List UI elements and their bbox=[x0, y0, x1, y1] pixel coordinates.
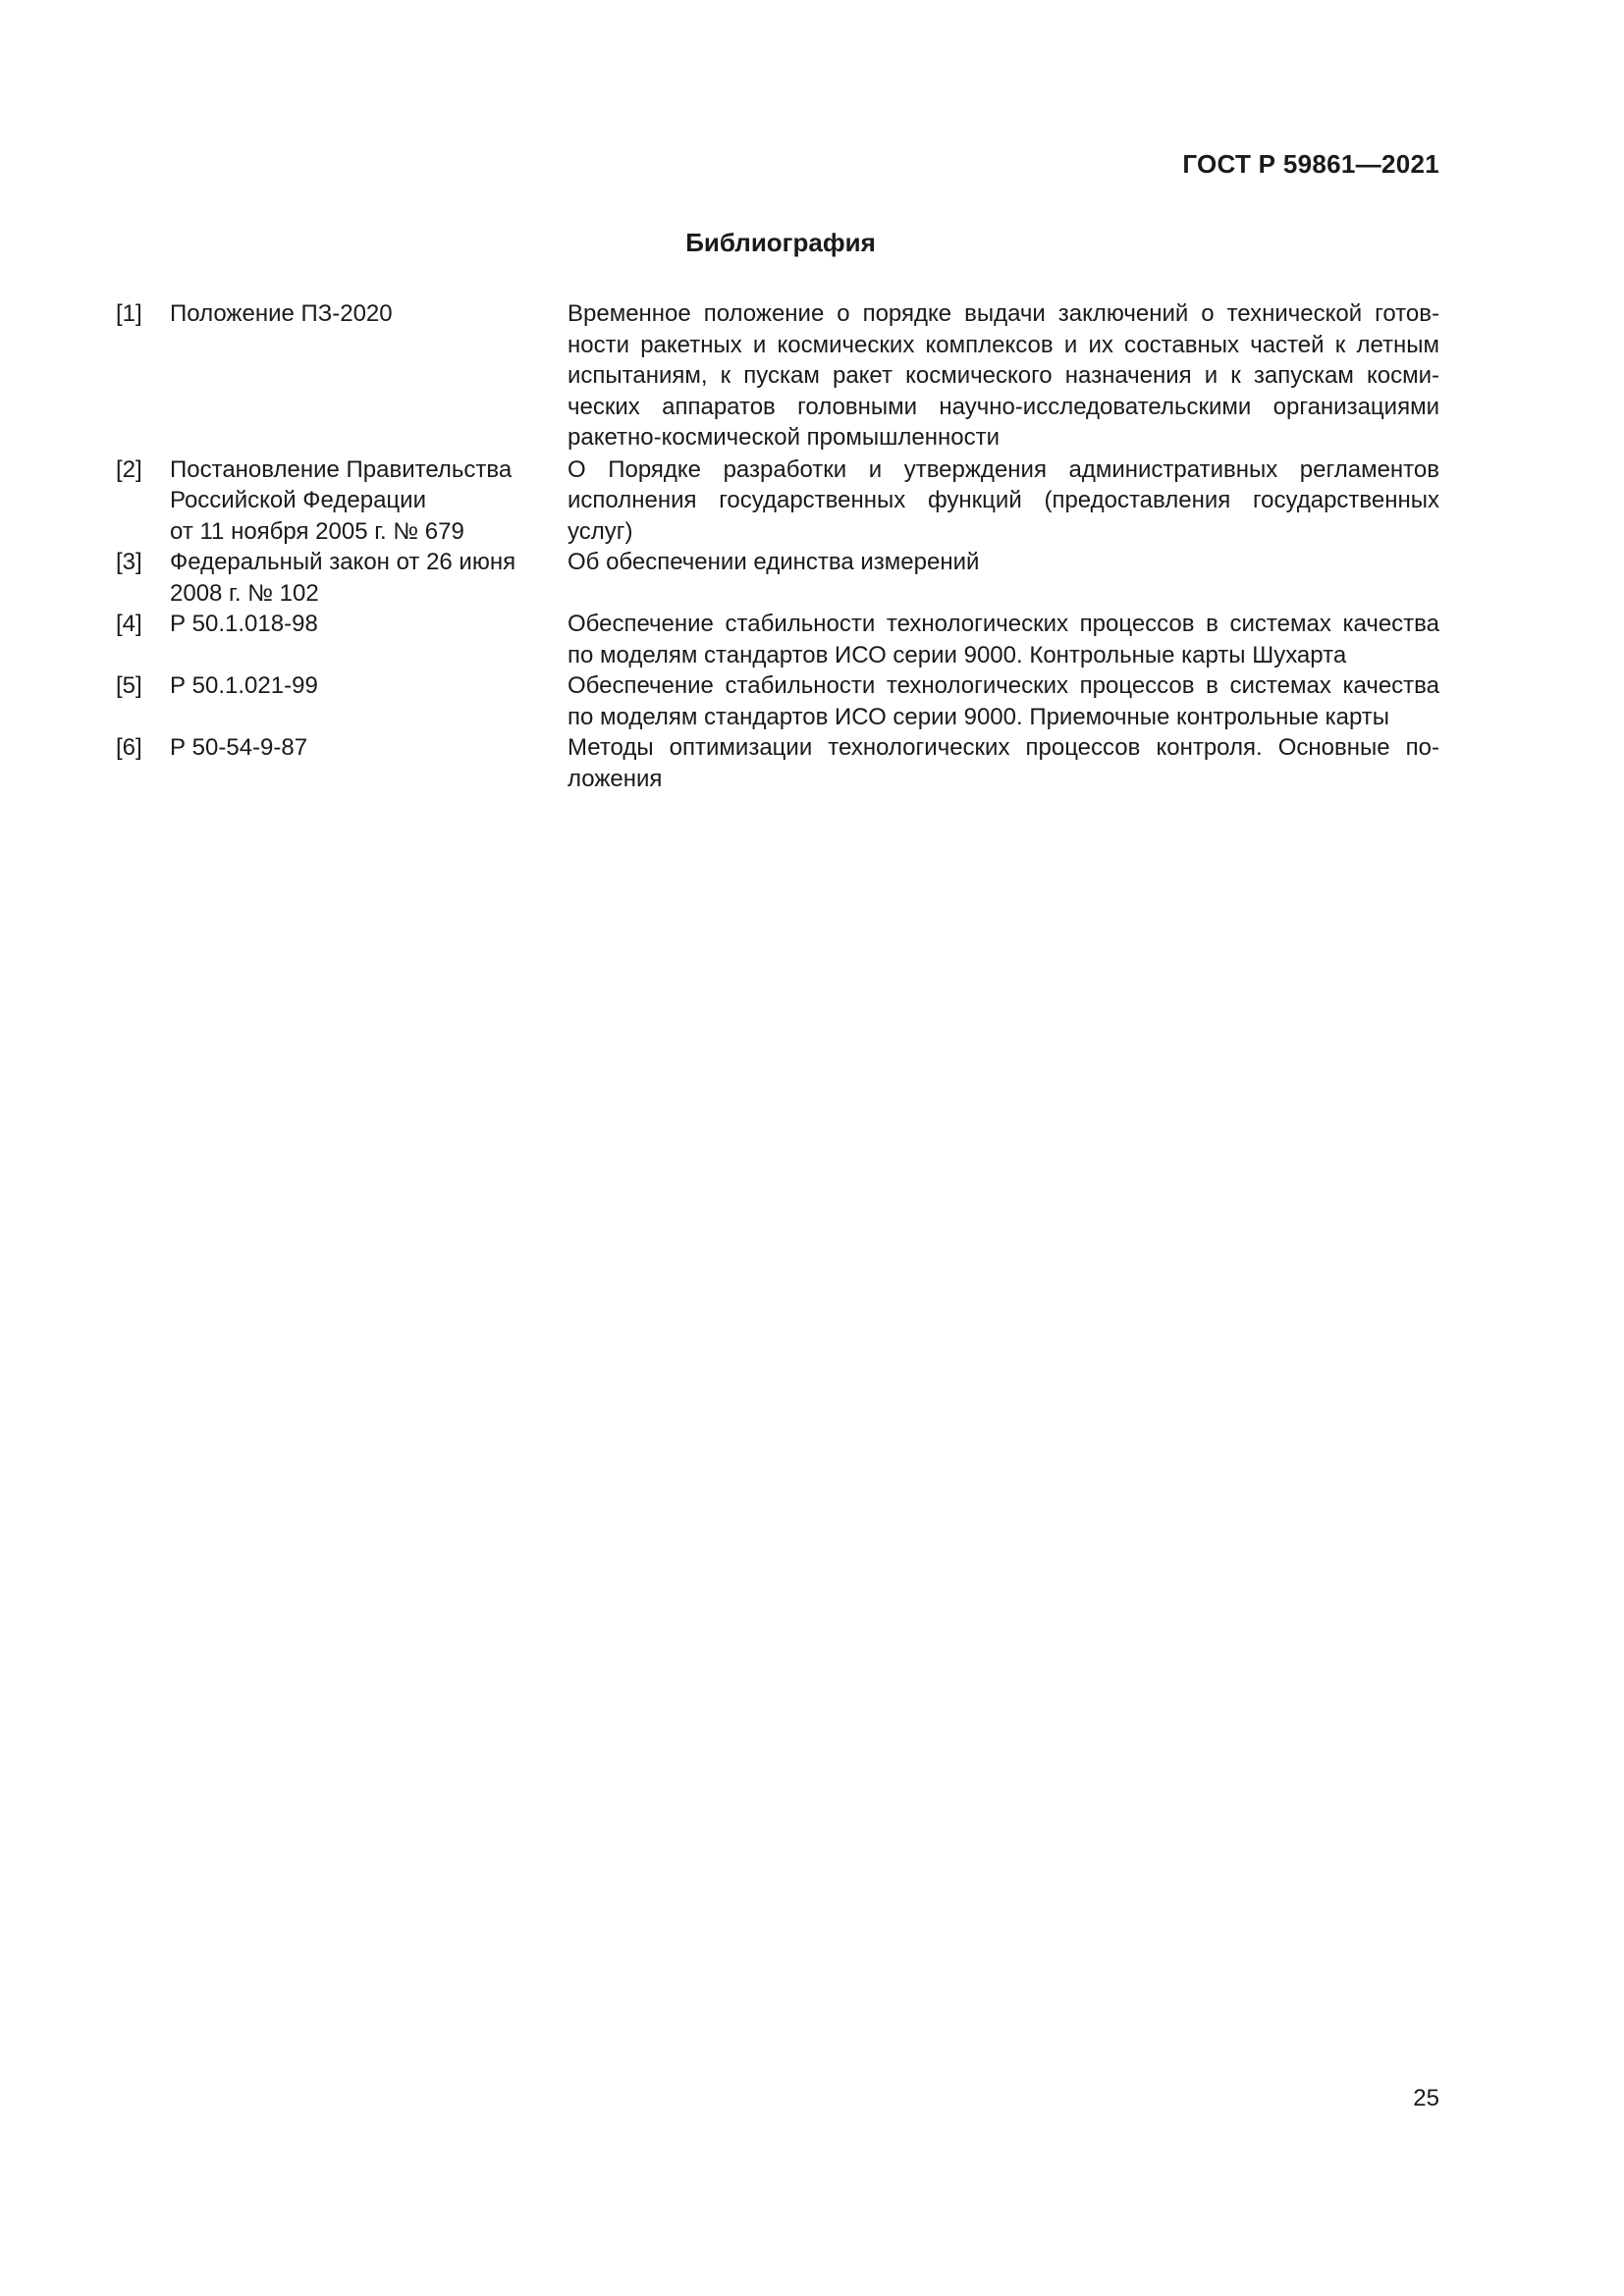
entry-source: Р 50-54-9-87 bbox=[170, 734, 308, 761]
entry-source: Р 50.1.021-99 bbox=[170, 672, 318, 699]
entry-number: [6] bbox=[116, 734, 142, 761]
entry-source: Положение ПЗ-2020 bbox=[170, 300, 393, 327]
entry-number: [4] bbox=[116, 611, 142, 637]
document-code: ГОСТ Р 59861—2021 bbox=[1182, 149, 1439, 179]
bibliography-entry bbox=[116, 670, 1439, 732]
entry-title: Обеспечение стабильности технологических процессов в системах качества по моделям стандартов ИСО серии 9000. Приемочные контрольные карты bbox=[568, 672, 1439, 730]
entry-number: [5] bbox=[116, 672, 142, 699]
bibliography-entry bbox=[116, 732, 1439, 794]
entry-number: [1] bbox=[116, 300, 142, 327]
entry-title: Временное положение о порядке выдачи заключений о технической готовности ракетных и космических комплексов и их составных частей к летным испытаниям, к пускам ракет космического назначения и к запускам космических аппаратов головными научно-исследовательскими организациями ракетно-космической промышленности bbox=[568, 300, 1439, 451]
entry-title: О Порядке разработки и утверждения административных регламентов исполнения государственных функций (предоставления государственных услуг) bbox=[568, 455, 1439, 545]
entry-source: Постановление Правительства Российской Федерации от 11 ноября 2005 г. № 679 bbox=[170, 455, 513, 545]
bibliography-entry bbox=[116, 454, 1439, 548]
entry-title: Об обеспечении единства измерений bbox=[568, 549, 980, 575]
page-number: 25 bbox=[1413, 2085, 1439, 2111]
bibliography-list bbox=[116, 298, 1439, 794]
entry-source: Федеральный закон от 26 июня 2008 г. № 102 bbox=[170, 549, 516, 607]
bibliography-entry bbox=[116, 547, 1439, 609]
bibliography-entry bbox=[116, 298, 1439, 454]
section-title: Библиография bbox=[685, 228, 876, 257]
entry-number: [3] bbox=[116, 549, 142, 575]
bibliography-entry bbox=[116, 609, 1439, 670]
entry-source: Р 50.1.018-98 bbox=[170, 611, 318, 637]
entry-title: Обеспечение стабильности технологических процессов в системах качества по моделям стандартов ИСО серии 9000. Контрольные карты Шухарта bbox=[568, 611, 1439, 668]
entry-number: [2] bbox=[116, 455, 142, 483]
entry-title: Методы оптимизации технологических процессов контроля. Основные положения bbox=[568, 734, 1439, 792]
